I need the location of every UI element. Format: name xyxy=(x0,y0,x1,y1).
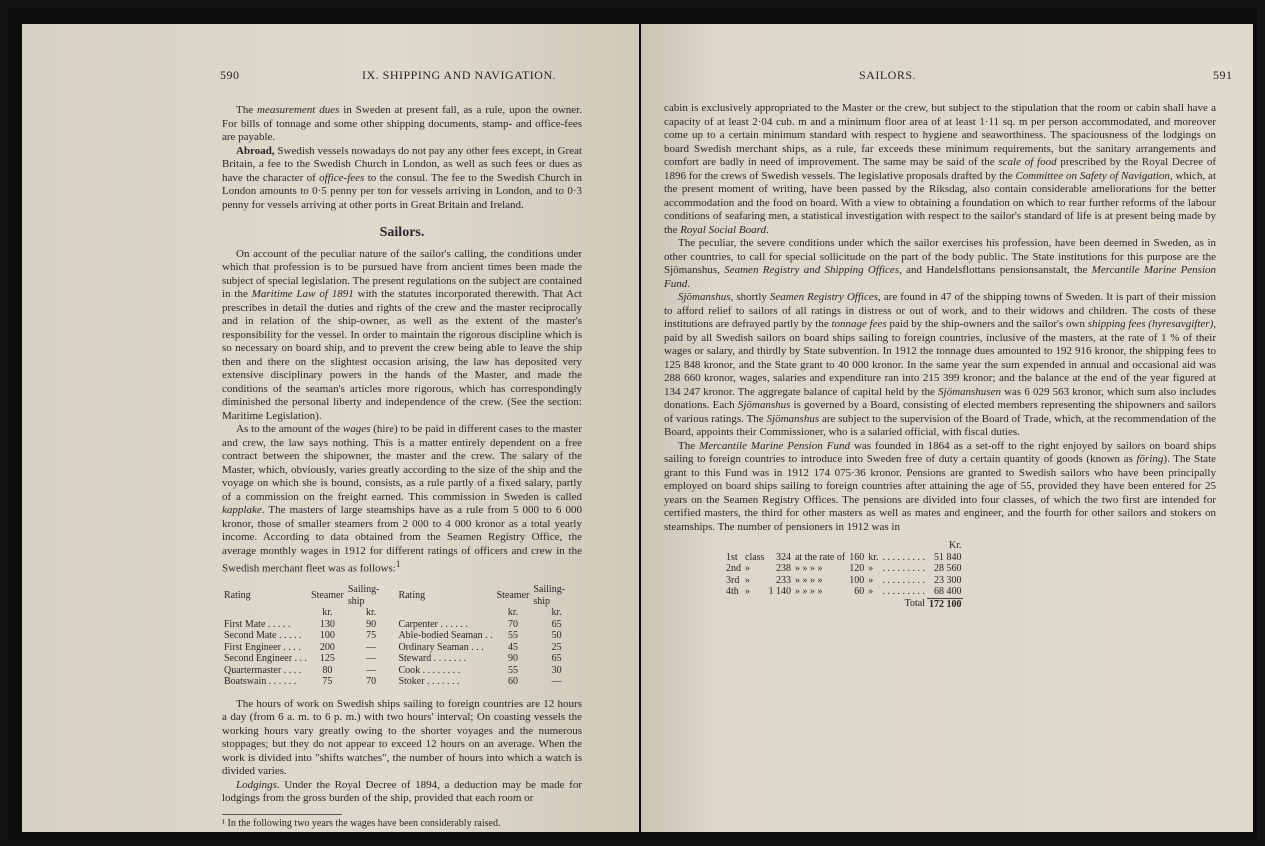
pensioners-cell: . . . . . . . . . xyxy=(882,586,925,598)
pensioners-cell: 4th xyxy=(726,586,739,598)
footnote-rule xyxy=(222,814,342,815)
wages-cell: 55 xyxy=(507,664,518,676)
book-spread xyxy=(8,8,1257,840)
pensioners-row xyxy=(724,575,963,587)
pensioners-cell: 120 xyxy=(849,563,865,574)
wages-cell: 75 xyxy=(366,630,377,642)
paragraph-wages: As to the amount of the wages (hire) to be paid in different cases to the master and crew, the law says nothing. This is a matter entirely dependent on a free contract between the shipowner, the master and the crew. The salary of the Master, which, obviously, varies greatly according to the size of the ship and the voyage on which she is bound, consists, as a rule partly of a fixed salary, partly of a commission on the freight earned. This commission in Sweden is called kapplake. The masters of large steamships have as a rule from 5 000 to 6 000 kronor, those of smaller steamers from 2 000 to 4 000 kronor as a total yearly income. According to data obtained from the Seamen Registry Office, the average monthly wages in 1912 for different ratings of officers and crew in the Swedish merchant fleet was as follows:$^1$ xyxy=(222,423,582,575)
pensioners-cell: 28 560 xyxy=(933,563,962,574)
wages-cell: 55 xyxy=(507,630,518,642)
wages-cell: — xyxy=(551,676,562,688)
section-title-sailors: Sailors. xyxy=(379,225,425,240)
wages-cell: 70 xyxy=(366,676,377,688)
pensioners-table xyxy=(724,540,963,610)
pensioners-cell: » xyxy=(745,563,750,574)
pensioners-cell: at the rate of xyxy=(794,551,846,563)
wages-cell: — xyxy=(366,664,377,676)
right-page-body xyxy=(664,102,1216,610)
wages-cell: Cook . . . . . . . . xyxy=(398,664,461,676)
wages-rows xyxy=(222,619,582,688)
pensioners-cell: 23 300 xyxy=(933,574,962,586)
pensioners-cell: 324 xyxy=(775,551,791,563)
wages-cell: 60 xyxy=(507,676,518,688)
wages-row xyxy=(222,630,582,642)
wages-cell: 130 xyxy=(319,618,335,630)
pensioners-cell: 1st xyxy=(726,551,738,563)
wages-cell: — xyxy=(366,653,377,665)
wages-cell: 125 xyxy=(319,653,335,665)
wages-row xyxy=(222,676,582,688)
wages-cell: 75 xyxy=(322,676,333,688)
wages-cell: 200 xyxy=(319,641,335,653)
wages-cell: 45 xyxy=(507,641,518,653)
paragraph-state-institutions: The peculiar, the severe conditions under which the sailor exercises his profession, have been deemed in Sweden, as in other countries, to call for special sollicitude on the part of the body public. The State institutions for this purpose are the Sjömanshus, Seamen Registry and Shipping Offices, and Handelsflottans pensionsanstalt, the Mercantile Marine Pension Fund. xyxy=(664,237,1217,290)
wages-table xyxy=(222,584,582,688)
pensioners-unit-row: Kr. xyxy=(948,540,962,551)
pensioners-cell: 2nd xyxy=(726,563,741,574)
pensioners-cell: » xyxy=(868,563,874,574)
page-number-right: 591 xyxy=(1213,68,1233,82)
pensioners-cell: » xyxy=(745,574,750,586)
pensioners-cell: 68 400 xyxy=(933,586,962,597)
pensioners-cell: 3rd xyxy=(726,574,740,586)
wages-row xyxy=(222,642,582,654)
pensioners-cell: » » » » xyxy=(794,563,823,574)
pensioners-rows xyxy=(724,552,963,599)
wages-cell: Quartermaster . . . . xyxy=(224,664,302,676)
wages-cell: 65 xyxy=(551,653,562,665)
wages-row xyxy=(222,665,582,677)
wages-cell: 90 xyxy=(366,618,377,630)
pensioners-row xyxy=(724,563,963,575)
pensioners-cell: . . . . . . . . . xyxy=(882,563,925,574)
wages-cell: Steward . . . . . . . xyxy=(398,653,467,665)
pensioners-cell: » xyxy=(868,586,874,598)
paragraph-sjomanshus: Sjömanshus, shortly Seamen Registry Offices, are found in 47 of the shipping towns of Sweden. It is part of their mission to afford relief to sailors of all ratings in distress or out of work, and to their widows and children. The costs of these institutions are defrayed partly by the tonnage fees paid by the ship-owners and the sailor's own shipping fees (hyresavgifter), paid by all Swedish sailors on board ships sailing to foreign countries, inclusive of the masters, at the rate of 1 % of their wages or salary, and thirdly by State subvention. In 1912 the tonnage dues amounted to 192 916 kronor, the shipping fees to 125 848 kronor, and the State grant to 40 000 kronor. In the same year the sum expended in annual and occasional aid was 288 660 kronor, wages, salaries and expenditure ran into 215 399 kronor; and the balance at the end of the year figured at 134 247 kronor. The aggregate balance of capital held by the Sjömanshusen was 6 029 563 kronor, which sum also includes donations. Each Sjömanshus is governed by a Board, consisting of elected members representing the shipowners and sailors of various ratings. The Sjömanshus are subject to the supervision of the Board of Trade, which, at the recommendation of the Board, appoints their Commissioner, who is a salaried official, with fiscal duties. xyxy=(664,291,1216,438)
wages-cell: Stoker . . . . . . . xyxy=(398,676,460,688)
pensioners-cell: » » » » xyxy=(794,574,823,586)
paragraph-lodgings: Lodgings. Under the Royal Decree of 1894, a deduction may be made for lodgings from the gross burden of the ship, provided that each room or xyxy=(222,778,582,805)
pensioners-cell: 51 840 xyxy=(933,551,962,563)
wages-header-row: Rating Steamer Sailing-ship Rating Steamer Sailing-ship xyxy=(224,584,566,607)
paragraph-pension-fund: The Mercantile Marine Pension Fund was founded in 1864 as a set-off to the right enjoyed by sailors on board ships sailing to foreign countries to introduce into Sweden free of duty a certain quantity of goods (known as föring). The State grant to this Fund was in 1912 174 075·36 kronor. Pensions are granted to Swedish sailors who have been principally employed on board ships sailing to foreign countries after attaining the age of 55, provided they have been entered for 25 years on the Seamen Registry Offices. The pensions are divided into four classes, of which the two first are intended for certified masters, the third for other masters as well as mates and engineer, and the fourth for other sailors and stokers on steamships. The number of pensioners in 1912 was in xyxy=(664,439,1217,533)
pensioners-cell: class xyxy=(745,551,765,563)
wages-cell: Second Mate . . . . . xyxy=(224,630,302,642)
running-head-right: SAILORS. xyxy=(859,68,917,82)
pensioners-cell: » xyxy=(745,586,750,598)
paragraph-cabin: cabin is exclusively appropriated to the Master or the crew, but subject to the stipulation that the room or cabin shall have a capacity of at least 2·04 cub. m and a minimum floor area of at least 1·11 sq. m per person accommodated, and moreover come up to a certain minimum standard with respect to hygiene and seaworthiness. The spaciousness of the lodgings on board Swedish merchant ships, as a rule, far exceeds these minimum requirements, but the sanitary arrangements and comfort are badly in need of improvement. The same may be said of the scale of food prescribed by the Royal Decree of 1896 for the crews of Swedish vessels. The legislative proposals drafted by the Committee on Safety of Navigation, which, at the present moment of writing, have been passed by the Riksdag, also contain considerable ameliorations for the better accommodation and the food on board. With a view to obtaining a foundation on which to rear further reforms of the labour conditions of seafaring men, a statistical investigation with respect to the sailor's standard of life is at present being made by the Royal Social Board. xyxy=(664,102,1217,236)
pensioners-row xyxy=(724,552,963,564)
pensioners-cell: . . . . . . . . . xyxy=(882,574,925,586)
wages-cell: 80 xyxy=(322,664,333,676)
wages-row xyxy=(222,653,582,665)
pensioners-cell: 238 xyxy=(775,563,791,574)
pensioners-cell: 160 xyxy=(849,551,865,563)
wages-cell: Ordinary Seaman . . . xyxy=(398,641,484,653)
pensioners-row xyxy=(724,586,963,598)
wages-cell: 65 xyxy=(551,618,562,630)
wages-row xyxy=(222,619,582,631)
wages-cell: 30 xyxy=(551,664,562,676)
pensioners-cell: » xyxy=(868,574,874,586)
pensioners-cell: » » » » xyxy=(794,586,823,598)
running-head-left: IX. SHIPPING AND NAVIGATION. xyxy=(362,68,557,82)
wages-cell: Able-bodied Seaman . . xyxy=(398,630,493,642)
wages-cell: First Mate . . . . . xyxy=(224,618,291,630)
wages-cell: Boatswain . . . . . . xyxy=(224,676,297,688)
paragraph-hours-of-work: The hours of work on Swedish ships sailing to foreign countries are 12 hours a day (from 6 a. m. to 6 p. m.) with two hours' interval; On coasting vessels the working hours vary greatly owing to the shorter voyages and the numerous stoppages; but they do not appear to exceed 12 hours on an average. When the work is divided into "shifts watches", the number of hours into which a watch is divided varies. xyxy=(222,697,582,778)
footnote: ¹ In the following two years the wages have been considerably raised. xyxy=(222,817,501,829)
paragraph-measurement-dues: The measurement dues in Sweden at present fall, as a rule, upon the owner. For bills of tonnage and some other shipping documents, stamp- and office-fees are payable. xyxy=(222,104,582,143)
paragraph-sailors-calling: On account of the peculiar nature of the sailor's calling, the conditions under which that profession is to be pursued have from ancient times been made the subject of special legislation. The present regulations on the subject are contained in the Maritime Law of 1891 with the statutes incorporated therewith. That Act prescribes in detail the duties and rights of the crew and the master reciprocally and in relation of the ship-owner, as well as the extent of the master's responsibility for the vessel. In order to maintain the rigorous discipline which is so necessary on board ship, and to prevent the crew being able to leave the ship then and there on the slightest occasion arising, the law has deposited very extensive disciplinary powers in the hands of the Master, and made the conditions of the seaman's articles more rigorous, which has correspondingly diminished the personal liberty and independence of the crew. (See the section: Maritime Legislation). xyxy=(222,247,582,422)
wages-units-row: kr. kr. kr. kr. xyxy=(322,607,562,619)
wages-cell: First Engineer . . . . xyxy=(224,641,301,653)
left-page xyxy=(22,24,639,832)
wages-cell: 25 xyxy=(551,641,562,653)
wages-cell: 90 xyxy=(507,653,518,665)
wages-cell: 70 xyxy=(507,618,518,630)
wages-cell: 50 xyxy=(551,630,562,642)
paragraph-abroad: Abroad, Swedish vessels nowadays do not pay any other fees except, in Great Britain, a fee to the Swedish Church in London, as well as such fees or dues as have the character of office-fees to the consul. The fee to the Swedish Church in London amounts to 0·5 penny per ton for vessels arriving in London, and to 0·3 penny for vessels arriving at other ports in Great Britain and Ireland. xyxy=(222,144,582,211)
pensioners-cell: 100 xyxy=(849,574,865,586)
pensioners-cell: 1 140 xyxy=(768,586,791,598)
left-page-body xyxy=(222,104,582,830)
pensioners-cell: kr. xyxy=(868,551,879,563)
pensioners-cell: . . . . . . . . . xyxy=(882,551,925,563)
pensioners-cell: 233 xyxy=(775,574,791,586)
wages-cell: — xyxy=(366,641,377,653)
wages-cell: 100 xyxy=(319,630,335,642)
wages-cell: Carpenter . . . . . . xyxy=(398,618,468,630)
pensioners-cell: 60 xyxy=(854,586,865,598)
pensioners-total-row: Total 172 100 xyxy=(904,598,962,610)
wages-cell: Second Engineer . . . xyxy=(224,653,308,665)
right-page xyxy=(641,24,1253,832)
page-number-left: 590 xyxy=(220,68,240,82)
